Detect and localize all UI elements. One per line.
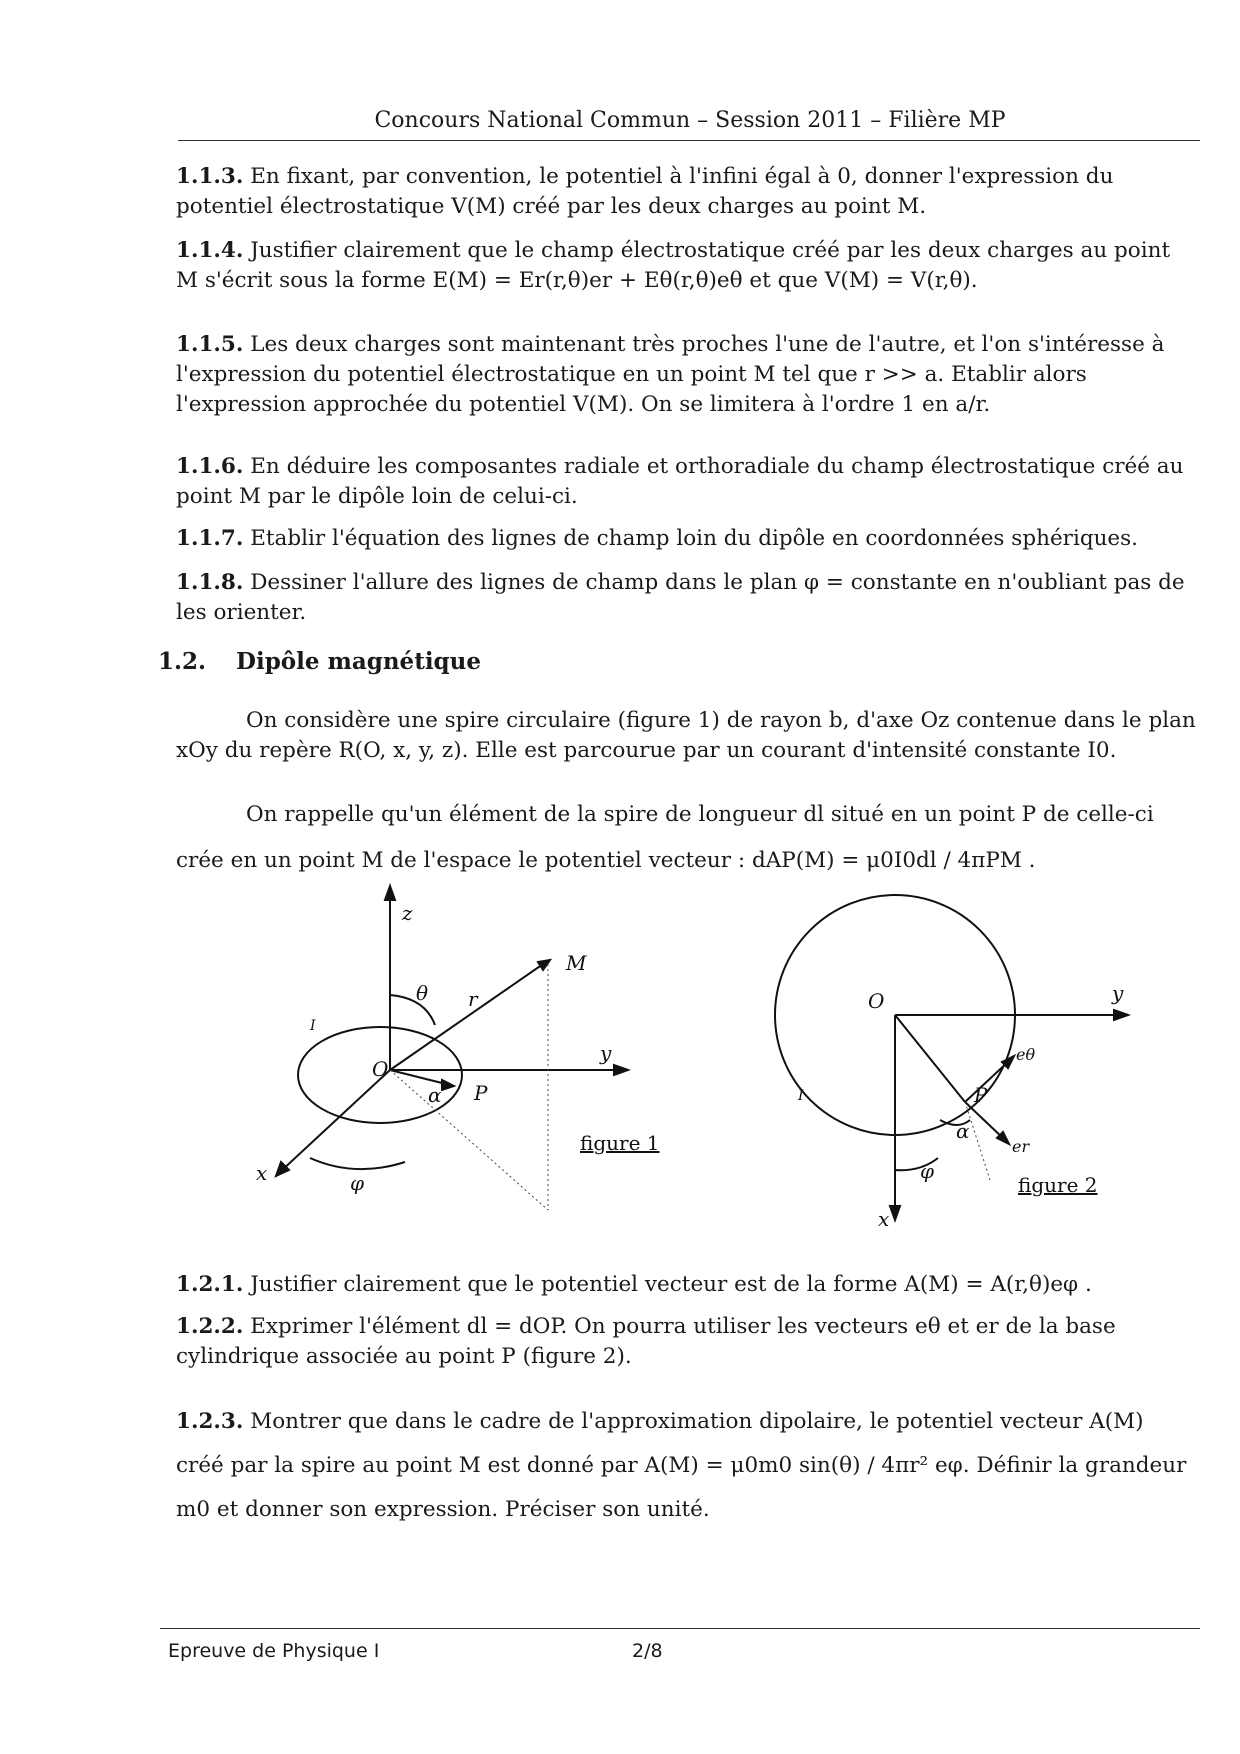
z-arrowhead	[385, 886, 395, 900]
question-text: En déduire les composantes radiale et orthoradiale du champ électrostatique créé au point M par le dipôle loin de celui-ci.	[176, 454, 1184, 509]
x-label: x	[256, 1161, 268, 1185]
question-text: Les deux charges sont maintenant très proches l'une de l'autre, et l'on s'intéresse à l'expression du potentiel électrostatique en un point M tel que r >> a. Etablir alors l'expression approchée du potentiel V(M). On se limitera à l'ordre 1 en a/r.	[176, 332, 1165, 417]
r-label: r	[468, 987, 478, 1011]
current-label: I	[798, 1088, 804, 1104]
phi-arc	[310, 1158, 405, 1169]
question-text: Justifier clairement que le champ électrostatique créé par les deux charges au point M s'écrit sous la forme E(M) = Er(r,θ)er + Eθ(r,θ)eθ et que V(M) = V(r,θ).	[176, 238, 1171, 293]
question-text: Dessiner l'allure des lignes de champ dans le plan φ = constante en n'oubliant pas de les orienter.	[176, 570, 1185, 625]
page-header: Concours National Commun – Session 2011 – Filière MP	[374, 108, 1006, 133]
x-label: x	[878, 1207, 890, 1231]
r-vector	[390, 962, 546, 1070]
e-r-label: er	[1012, 1137, 1030, 1156]
figure-2	[760, 880, 1200, 1240]
figure-1-caption: figure 1	[580, 1131, 660, 1155]
e-theta-vector	[965, 1060, 1010, 1102]
alpha-label: α	[428, 1083, 442, 1107]
o-label: O	[372, 1057, 389, 1081]
z-label: z	[402, 901, 413, 925]
footer-title: Epreuve de Physique I	[168, 1640, 380, 1662]
current-label: I	[310, 1018, 316, 1034]
figure-2-caption: figure 2	[1018, 1173, 1098, 1197]
e-theta-label: eθ	[1016, 1045, 1036, 1064]
question-text: Exprimer l'élément dl = dOP. On pourra utiliser les vecteurs eθ et er de la base cylindrique associée au point P (figure 2).	[176, 1314, 1116, 1369]
question-number: 1.2.2.	[176, 1314, 244, 1339]
theta-label: θ	[416, 981, 429, 1005]
question-1-1-7	[176, 524, 1196, 554]
question-number: 1.1.8.	[176, 570, 244, 595]
question-text: Etablir l'équation des lignes de champ loin du dipôle en coordonnées sphériques.	[250, 526, 1139, 551]
op-radius	[895, 1015, 965, 1102]
x-axis	[280, 1070, 390, 1172]
header-divider	[178, 140, 1200, 141]
question-1-1-8	[176, 568, 1196, 628]
p-label: P	[474, 1081, 488, 1105]
alpha-label: α	[956, 1119, 970, 1143]
phi-label: φ	[350, 1171, 365, 1195]
section-number: 1.2.	[158, 648, 207, 675]
question-number: 1.1.5.	[176, 332, 244, 357]
question-number: 1.2.3.	[176, 1409, 244, 1434]
phi-label: φ	[920, 1159, 935, 1183]
intro-paragraph-1: On considère une spire circulaire (figure 1) de rayon b, d'axe Oz contenue dans le plan xOy du repère R(O, x, y, z). Elle est parcourue par un courant d'intensité constante I0.	[176, 708, 1196, 763]
section-title	[158, 648, 481, 675]
y-arrowhead	[614, 1065, 628, 1075]
question-number: 1.1.4.	[176, 238, 244, 263]
question-1-1-6	[176, 452, 1196, 512]
y-label: y	[1112, 981, 1124, 1005]
question-1-1-3	[176, 162, 1196, 222]
figure-1	[240, 880, 700, 1240]
question-1-1-5	[176, 330, 1196, 420]
question-number: 1.1.6.	[176, 454, 244, 479]
question-1-2-3	[176, 1400, 1196, 1532]
theta-arc	[390, 995, 435, 1025]
question-text: Montrer que dans le cadre de l'approximation dipolaire, le potentiel vecteur A(M) créé par la spire au point M est donné par A(M) = μ0m0 sin(θ) / 4πr² eφ. Définir la grandeur m0 et donner son expression. Préciser son unité.	[176, 1409, 1187, 1522]
question-1-2-2	[176, 1312, 1196, 1372]
p-label: P	[974, 1083, 988, 1107]
x-arrowhead	[890, 1206, 900, 1220]
question-1-2-1	[176, 1270, 1196, 1300]
question-text: En fixant, par convention, le potentiel à l'infini égal à 0, donner l'expression du potentiel électrostatique V(M) créé par les deux charges au point M.	[176, 164, 1114, 219]
intro-paragraph-2: On rappelle qu'un élément de la spire de longueur dl situé en un point P de celle-ci	[246, 802, 1154, 827]
page-number: 2/8	[632, 1640, 663, 1662]
question-number: 1.1.3.	[176, 164, 244, 189]
question-number: 1.1.7.	[176, 526, 244, 551]
op-projection-line	[390, 1070, 548, 1210]
p-arrowhead	[442, 1080, 454, 1090]
question-text: Justifier clairement que le potentiel vecteur est de la forme A(M) = A(r,θ)eφ .	[250, 1272, 1092, 1297]
y-arrowhead	[1114, 1010, 1128, 1020]
e-r-vector	[965, 1102, 1005, 1140]
m-label: M	[566, 951, 587, 975]
section-heading: Dipôle magnétique	[236, 648, 481, 675]
o-label: O	[868, 989, 885, 1013]
y-label: y	[600, 1041, 612, 1065]
question-number: 1.2.1.	[176, 1272, 244, 1297]
question-1-1-4	[176, 236, 1196, 296]
intro-paragraph-3: crée en un point M de l'espace le potentiel vecteur : dAP(M) = μ0I0dl / 4πPM .	[176, 848, 1036, 873]
footer-divider	[160, 1628, 1200, 1629]
